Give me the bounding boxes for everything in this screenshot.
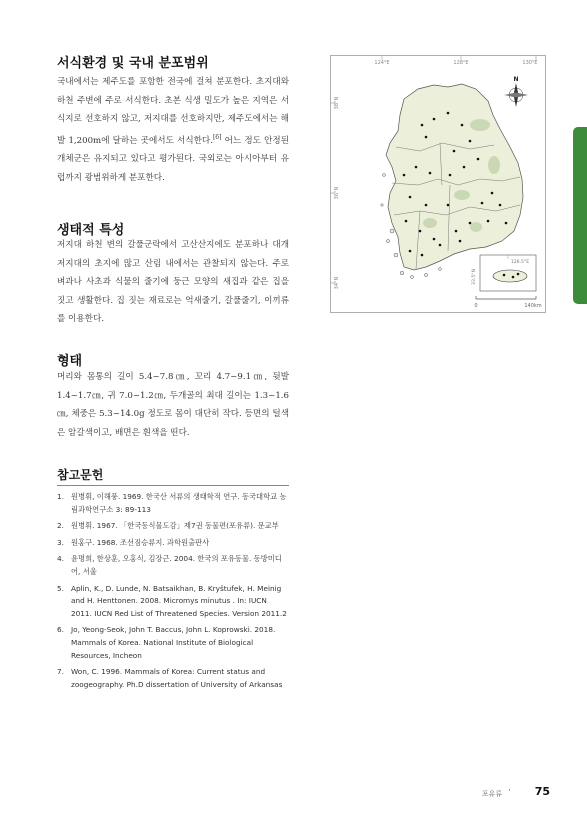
occurrence-dot <box>491 192 494 195</box>
footer-separator: · <box>508 786 511 796</box>
occurrence-dot <box>447 204 450 207</box>
occurrence-dot <box>447 112 450 115</box>
occurrence-dot <box>463 166 466 169</box>
citation-sup: [6] <box>212 133 222 141</box>
reference-number: 2. <box>57 521 64 531</box>
section-body-ecology: 저지대 하천 변의 갈풀군락에서 고산산지에도 분포하나 대개 저지대의 초지에 많고 산림 내에서는 관찰되지 않는다. 주로 벼과나 사초과 식물의 줄기에 둥근 모양의 새집과 같은 집을 짓고 생활한다. 집 짓는 재료로는 억새줄기, 갈풀줄기, 이끼류를 이용한다. <box>57 240 289 325</box>
chapter-side-tab <box>573 127 587 304</box>
occurrence-dot <box>455 230 458 233</box>
reference-number: 1. <box>57 492 64 501</box>
reference-text: Aplin, K., D. Lunde, N. Batsaikhan, B. Kryštufek, H. Meinig and H. Henttonen. 2008. Micromys minutus . In: IUCN 2011. IUCN Red List of Threatened Species. Version 2011.2 <box>71 583 287 618</box>
references-title: 참고문헌 <box>57 468 104 482</box>
inset-lon-label: 126.5°E <box>510 260 530 265</box>
reference-number: 3. <box>57 537 64 547</box>
occurrence-dot <box>421 124 424 127</box>
reference-list <box>57 491 289 695</box>
section-body-habitat <box>57 73 289 187</box>
occurrence-dot <box>449 174 452 177</box>
reference-item <box>57 583 289 621</box>
north-label: N <box>513 76 519 83</box>
occurrence-dot <box>409 196 412 199</box>
inset-lat-label: 33.5°N <box>472 269 477 285</box>
habitat-text: 국내에서는 제주도를 포함한 전국에 걸쳐 분포한다. 초지대와 하천 주변에 주로 서식한다. 초본 식생 밀도가 높은 지역은 서식지로 선호하지 않고, 저지대를 선호하지만, 제주도에서는 해발 1,200m에 달하는 곳에서도 서식한다. <box>57 77 289 146</box>
occurrence-dot <box>433 118 436 121</box>
occurrence-dot <box>419 230 422 233</box>
occurrence-dot <box>499 204 502 207</box>
reference-number: 4. <box>57 554 64 564</box>
occurrence-dot <box>421 254 424 257</box>
occurrence-dot <box>425 204 428 207</box>
scale-start-label: 0 <box>474 303 478 309</box>
section-title-morphology: 형태 <box>57 354 83 369</box>
section-title-habitat: 서식환경 및 국내 분포범위 <box>57 56 209 71</box>
reference-number: 6. <box>57 625 64 635</box>
occurrence-dot <box>433 238 436 241</box>
occurrence-dot <box>405 220 408 223</box>
reference-number: 5. <box>57 583 64 593</box>
lon-label: 130°E <box>522 60 538 66</box>
scale-end-label: 140km <box>524 303 542 309</box>
reference-item <box>57 520 289 533</box>
reference-text: 원홍구. 1968. 조선짐승류지. 과학원출판사 <box>71 537 210 547</box>
reference-text: Jo, Yeong-Seok, John T. Baccus, John L. Koprowski. 2018. Mammals of Korea. National Institute of Biological Resources, Incheon <box>71 625 276 660</box>
lat-label: 36°N <box>334 186 340 200</box>
lon-label: 124°E <box>374 60 390 66</box>
reference-text: 윤명희, 한상훈, 오홍식, 김장근. 2004. 한국의 포유동물. 동방미디어, 서울 <box>71 554 282 576</box>
reference-text: 원병휘. 1967. 「한국동식물도감」제7권 동물편(포유류). 문교부 <box>71 521 279 531</box>
lat-label: 38°N <box>334 96 340 110</box>
occurrence-dot <box>481 202 484 205</box>
occurrence-dot <box>477 158 480 161</box>
occurrence-dot <box>453 150 456 153</box>
footer-section-name: 포유류 <box>481 790 502 798</box>
occurrence-dot <box>425 136 428 139</box>
lon-label: 128°E <box>453 60 469 66</box>
occurrence-dot <box>469 222 472 225</box>
occurrence-dot <box>403 174 406 177</box>
occurrence-dot <box>415 166 418 169</box>
occurrence-dot <box>409 250 412 253</box>
reference-item <box>57 553 289 578</box>
occurrence-dot <box>459 240 462 243</box>
references-divider <box>57 485 289 486</box>
occurrence-dot <box>487 220 490 223</box>
reference-item <box>57 666 289 691</box>
distribution-map <box>330 55 546 313</box>
occurrence-dot <box>461 124 464 127</box>
reference-item <box>57 624 289 662</box>
occurrence-dot <box>439 244 442 247</box>
reference-text: 원병휘, 이해풍. 1969. 한국산 서류의 생태학적 연구. 동국대학교 농림과학연구소 3: 89-113 <box>71 492 287 514</box>
occurrence-dot <box>469 140 472 143</box>
jeju-inset <box>471 255 536 291</box>
section-title-ecology: 생태적 특성 <box>57 223 125 238</box>
section-body-morphology: 머리와 몸통의 길이 5.4~7.8㎝, 꼬리 4.7~9.1㎝, 뒷발 1.4~1.7㎝, 귀 7.0~1.2㎝, 두개골의 최대 길이는 1.3~1.6㎝, 체중은 5.3~14.0g 정도로 몸이 대단히 작다. 등면의 털색은 암갈색이고, 배면은 흰색을 띤다. <box>57 372 289 438</box>
reference-item <box>57 491 289 516</box>
page-number: 75 <box>534 785 550 798</box>
occurrence-dot <box>505 222 508 225</box>
reference-number: 7. <box>57 667 64 677</box>
occurrence-dot <box>429 172 432 175</box>
page-footer <box>460 785 550 801</box>
reference-item <box>57 537 289 550</box>
reference-text: Won, C. 1996. Mammals of Korea: Current status and zoogeography. Ph.D dissertation of University of Arkansas <box>71 667 283 689</box>
lat-label: 34°N <box>334 276 340 290</box>
habitat-text-cont: 어느 정도 안정된 개체군은 유지되고 있다고 평가된다. 국외로는 아시아부터 유럽까지 광범위하게 분포한다. <box>57 135 289 183</box>
